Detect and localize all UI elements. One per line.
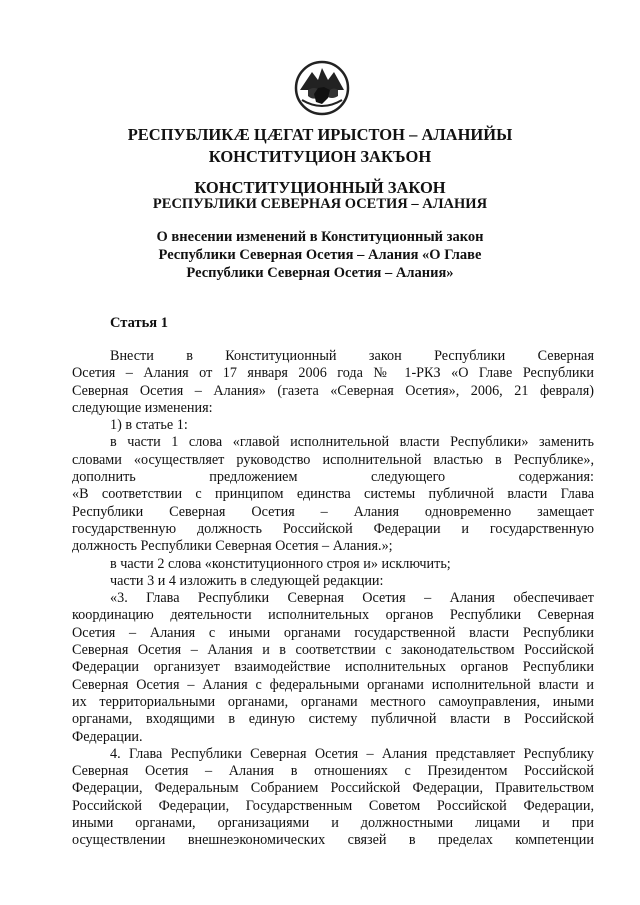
body-line: Российской Федерации, Государственным Советом Российской Федерации, — [72, 797, 594, 814]
body-line: «В соответствии с принципом единства системы публичной власти Глава — [72, 486, 594, 503]
body-line: словами «осуществляет руководство исполнительной властью в Республике», — [72, 451, 594, 468]
body-line: в части 1 слова «главой исполнительной власти Республики» заменить — [110, 434, 594, 451]
body-line: в части 2 слова «конституционного строя и» исключить; — [110, 555, 451, 572]
header-republic: РЕСПУБЛИКИ СЕВЕРНАЯ ОСЕТИЯ – АЛАНИЯ — [152, 196, 488, 212]
coat-of-arms-icon — [294, 60, 350, 116]
article-title: Статья 1 — [110, 315, 168, 331]
body-line: должность Республики Северная Осетия – Алания.»; — [72, 538, 393, 555]
law-subject-line: Республики Северная Осетия – Алания» — [186, 265, 454, 281]
body-line: Республики Северная Осетия – Алания одновременно замещает — [72, 503, 594, 520]
body-line: Осетия – Алания от 17 января 2006 года № 1-РКЗ «О Главе Республики — [72, 365, 594, 382]
body-line: осуществлении внешнеэкономических связей в пределах компетенции — [72, 832, 594, 849]
body-line: части 3 и 4 изложить в следующей редакции: — [110, 572, 384, 589]
body-line: Северная Осетия – Алания в отношениях с Президентом Российской — [72, 763, 594, 780]
article-body — [72, 348, 594, 850]
body-line: 1) в статье 1: — [110, 417, 188, 434]
header-ossetian-republic: РЕСПУБЛИКÆ ЦÆГАТ ИРЫСТОН – АЛАНИЙЫ — [127, 125, 513, 144]
body-line: следующие изменения: — [72, 399, 213, 416]
body-line: координацию деятельности исполнительных органов Республики Северная — [72, 607, 594, 624]
header-law-type: КОНСТИТУЦИОННЫЙ ЗАКОН — [194, 178, 446, 197]
body-line: дополнить предложением следующего содержания: — [72, 469, 594, 486]
body-line: иными органами, организациями и должностными лицами и при — [72, 815, 594, 832]
body-line: органами, входящими в единую систему публичной власти в Российской — [72, 711, 594, 728]
header-ossetian-law-type: КОНСТИТУЦИОН ЗАКЪОН — [208, 147, 432, 166]
body-line: Внести в Конституционный закон Республики Северная — [110, 348, 594, 364]
body-line: государственную должность Российской Федерации и государственную — [72, 520, 594, 537]
body-line: Федерации. — [72, 728, 143, 745]
body-line: Северная Осетия – Алания» (газета «Северная Осетия», 2006, 21 февраля) — [72, 382, 594, 399]
body-line: Осетия – Алания с иными органами государственной власти Республики — [72, 624, 594, 641]
body-line: 4. Глава Республики Северная Осетия – Алания представляет Республику — [110, 745, 594, 762]
law-subject-line: Республики Северная Осетия – Алания «О Главе — [158, 247, 482, 263]
body-line: Северная Осетия – Алания и в соответствии с законодательством Российской — [72, 642, 594, 659]
law-subject-line: О внесении изменений в Конституционный закон — [156, 229, 484, 245]
body-line: Федерации, Федеральным Собранием Российской Федерации, Правительством — [72, 780, 594, 797]
body-line: их территориальными органами, органами местного самоуправления, иными — [72, 693, 594, 710]
law-subject — [100, 228, 540, 282]
body-line: «3. Глава Республики Северная Осетия – Алания обеспечивает — [110, 590, 594, 607]
body-line: Федерации организует взаимодействие исполнительных органов Республики — [72, 659, 594, 676]
body-line: Северная Осетия – Алания с федеральными органами исполнительной власти и — [72, 676, 594, 693]
